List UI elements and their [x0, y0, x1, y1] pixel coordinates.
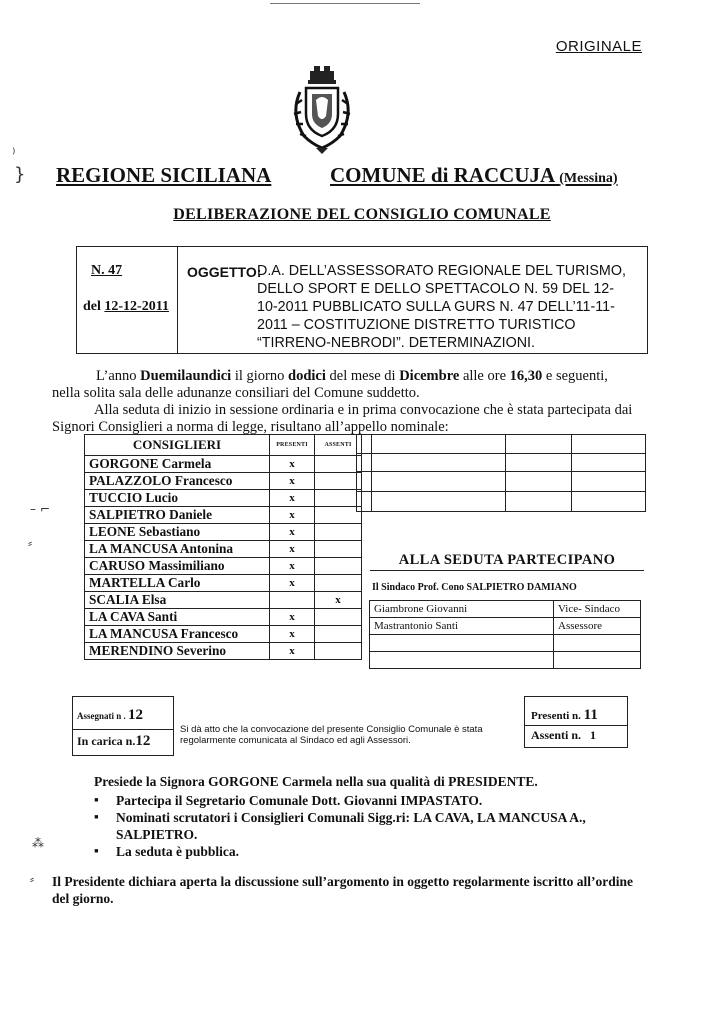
grid-line — [357, 471, 645, 472]
member-present: x — [270, 456, 315, 473]
table-row — [85, 558, 362, 575]
intro-line-2: nella solita sala delle adunanze consiliari del Comune suddetto. — [52, 385, 420, 401]
member-name: CARUSO Massimiliano — [85, 558, 270, 575]
intro-text: L’anno — [96, 368, 141, 384]
assenti-row — [531, 728, 596, 743]
oggetto-line: DELLO SPORT E DELLO SPETTACOLO N. 59 DEL 12- — [257, 281, 615, 297]
presenti-row — [531, 707, 598, 724]
member-name: GORGONE Carmela — [85, 456, 270, 473]
participant-name — [370, 635, 554, 652]
oggetto-line: 10-2011 PUBBLICATO SULLA GURS N. 47 DELL’11-11- — [257, 299, 615, 315]
member-name: PALAZZOLO Francesco — [85, 473, 270, 490]
member-absent — [315, 490, 362, 507]
margin-mark: ⁂ — [32, 836, 44, 850]
member-name: SCALIA Elsa — [85, 592, 270, 609]
member-absent: x — [315, 592, 362, 609]
assenti-value: 1 — [590, 728, 597, 742]
participant-role: Vice- Sindaco — [554, 601, 641, 618]
margin-mark: } — [14, 164, 26, 185]
intro-text: del mese di — [325, 368, 400, 384]
assegnati-row — [77, 707, 143, 724]
presenti-box — [524, 696, 628, 748]
comune-name: COMUNE di RACCUJA — [330, 163, 555, 187]
delibera-date-label: del — [83, 299, 101, 314]
partecipano-title: ALLA SEDUTA PARTECIPANO — [398, 552, 616, 568]
in-carica-label: In carica n. — [77, 734, 136, 748]
council-header-present: PRESENTI — [270, 435, 315, 456]
intro-text: il giorno — [231, 368, 289, 384]
table-row — [85, 643, 362, 660]
participant-name: Giambrone Giovanni — [370, 601, 554, 618]
member-present: x — [270, 558, 315, 575]
presenti-value: 11 — [583, 707, 598, 723]
member-present: x — [270, 575, 315, 592]
member-name: LA MANCUSA Francesco — [85, 626, 270, 643]
box-divider — [525, 725, 627, 726]
oggetto-line: 2011 – COSTITUZIONE DISTRETTO TURISTICO — [257, 317, 576, 333]
participant-name: Mastrantonio Santi — [370, 618, 554, 635]
table-row — [370, 601, 641, 618]
table-row — [85, 524, 362, 541]
participant-role — [554, 635, 641, 652]
table-row — [370, 618, 641, 635]
member-present: x — [270, 541, 315, 558]
intro-text: e seguenti, — [542, 368, 608, 384]
coat-of-arms-icon — [282, 64, 362, 156]
provincia: (Messina) — [559, 171, 618, 186]
member-absent — [315, 575, 362, 592]
council-header-name: CONSIGLIERI — [85, 435, 270, 456]
partecipano-rule — [370, 570, 644, 571]
member-name: LA CAVA Santi — [85, 609, 270, 626]
delibera-date — [83, 299, 169, 315]
member-present: x — [270, 524, 315, 541]
region-heading: REGIONE SICILIANA — [56, 163, 272, 187]
member-name: MERENDINO Severino — [85, 643, 270, 660]
list-item-text: La seduta è pubblica. — [116, 844, 240, 859]
member-name: MARTELLA Carlo — [85, 575, 270, 592]
participant-name — [370, 652, 554, 669]
assegnati-box — [72, 696, 174, 756]
list-item-text: Nominati scrutatori i Consiglieri Comunali Sigg.ri: LA CAVA, LA MANCUSA A., SALPIETRO. — [116, 810, 586, 842]
partecipano-table — [369, 600, 641, 669]
empty-grid — [356, 434, 646, 512]
originale-stamp: ORIGINALE — [555, 38, 642, 55]
delibera-number — [91, 263, 122, 279]
margin-mark: ⸗ — [28, 536, 32, 550]
member-absent — [315, 541, 362, 558]
member-name: LEONE Sebastiano — [85, 524, 270, 541]
table-row — [85, 609, 362, 626]
intro-month: Dicembre — [399, 368, 460, 384]
table-row — [85, 592, 362, 609]
council-header-absent: ASSENTI — [315, 435, 362, 456]
table-row — [85, 490, 362, 507]
member-name: SALPIETRO Daniele — [85, 507, 270, 524]
oggetto-line: “TIRRENO-NEBRODI”. DETERMINAZIONI. — [257, 335, 535, 351]
oggetto-text — [257, 262, 643, 352]
member-absent — [315, 609, 362, 626]
member-absent — [315, 643, 362, 660]
presenti-label: Presenti n. — [531, 710, 581, 722]
member-present: x — [270, 473, 315, 490]
delibera-id-cell — [77, 247, 178, 353]
member-absent — [315, 456, 362, 473]
assenti-label: Assenti n. — [531, 728, 582, 742]
member-name: TUCCIO Lucio — [85, 490, 270, 507]
delibera-date-value: 12-12-2011 — [104, 299, 169, 314]
closing-paragraph: Il Presidente dichiara aperta la discussione sull’argomento in oggetto regolarmente iscritto all’ordine del giorno. — [52, 874, 634, 906]
bullet-icon: ▪ — [94, 809, 99, 824]
oggetto-line: D.A. DELL’ASSESSORATO REGIONALE DEL TURISMO, — [257, 263, 626, 279]
grid-line — [357, 491, 645, 492]
margin-mark: ⸗ — [30, 872, 34, 886]
member-absent — [315, 626, 362, 643]
grid-line — [571, 435, 572, 511]
convocazione-note: Si dà atto che la convocazione del presente Consiglio Comunale è stata regolarmente comunicata al Sindaco ed agli Assessori. — [180, 724, 483, 746]
council-table — [84, 434, 362, 660]
table-row — [370, 635, 641, 652]
member-present: x — [270, 507, 315, 524]
oggetto-label: OGGETTO: — [187, 264, 262, 280]
document-title: DELIBERAZIONE DEL CONSIGLIO COMUNALE — [173, 206, 551, 223]
delibera-header-box — [76, 246, 648, 354]
intro-year: Duemilaundici — [140, 368, 232, 384]
assegnati-label: Assegnati n . — [77, 711, 126, 721]
council-header-row — [85, 435, 362, 456]
member-present: x — [270, 490, 315, 507]
top-rule — [270, 3, 420, 4]
grid-line — [505, 435, 506, 511]
participant-role: Assessore — [554, 618, 641, 635]
margin-mark: – ⌐ — [30, 502, 50, 516]
delibera-number-value: N. 47 — [91, 263, 123, 278]
member-present — [270, 592, 315, 609]
member-present: x — [270, 626, 315, 643]
intro-day: dodici — [288, 368, 326, 384]
in-carica-row — [77, 733, 150, 750]
intro-time: 16,30 — [509, 368, 543, 384]
member-present: x — [270, 643, 315, 660]
intro-line-4: Signori Consiglieri a norma di legge, risultano all’appello nominale: — [52, 419, 449, 435]
table-row — [370, 652, 641, 669]
member-present: x — [270, 609, 315, 626]
intro-paragraph — [52, 368, 644, 385]
member-absent — [315, 507, 362, 524]
intro-text: alle ore — [459, 368, 510, 384]
member-absent — [315, 473, 362, 490]
box-divider — [73, 729, 173, 730]
margin-mark: ⁾ — [12, 146, 16, 162]
comune-heading — [330, 163, 618, 188]
table-row — [85, 507, 362, 524]
participant-role — [554, 652, 641, 669]
member-name: LA MANCUSA Antonina — [85, 541, 270, 558]
table-row — [85, 456, 362, 473]
member-absent — [315, 524, 362, 541]
in-carica-value: 12 — [135, 733, 151, 749]
grid-line — [371, 435, 372, 511]
table-row — [85, 626, 362, 643]
presiede-line: Presiede la Signora GORGONE Carmela nella sua qualità di PRESIDENTE. — [94, 774, 538, 789]
member-absent — [315, 558, 362, 575]
table-row — [85, 541, 362, 558]
table-row — [85, 473, 362, 490]
intro-line-3: Alla seduta di inizio in sessione ordinaria e in prima convocazione che è stata partecipata dai — [94, 402, 633, 418]
bullet-icon: ▪ — [94, 843, 99, 858]
table-row — [85, 575, 362, 592]
sindaco-line: Il Sindaco Prof. Cono SALPIETRO DAMIANO — [372, 582, 577, 593]
assegnati-value: 12 — [128, 707, 144, 723]
list-item-text: Partecipa il Segretario Comunale Dott. Giovanni IMPASTATO. — [116, 793, 483, 808]
bullet-icon: ▪ — [94, 792, 99, 807]
grid-line — [357, 453, 645, 454]
